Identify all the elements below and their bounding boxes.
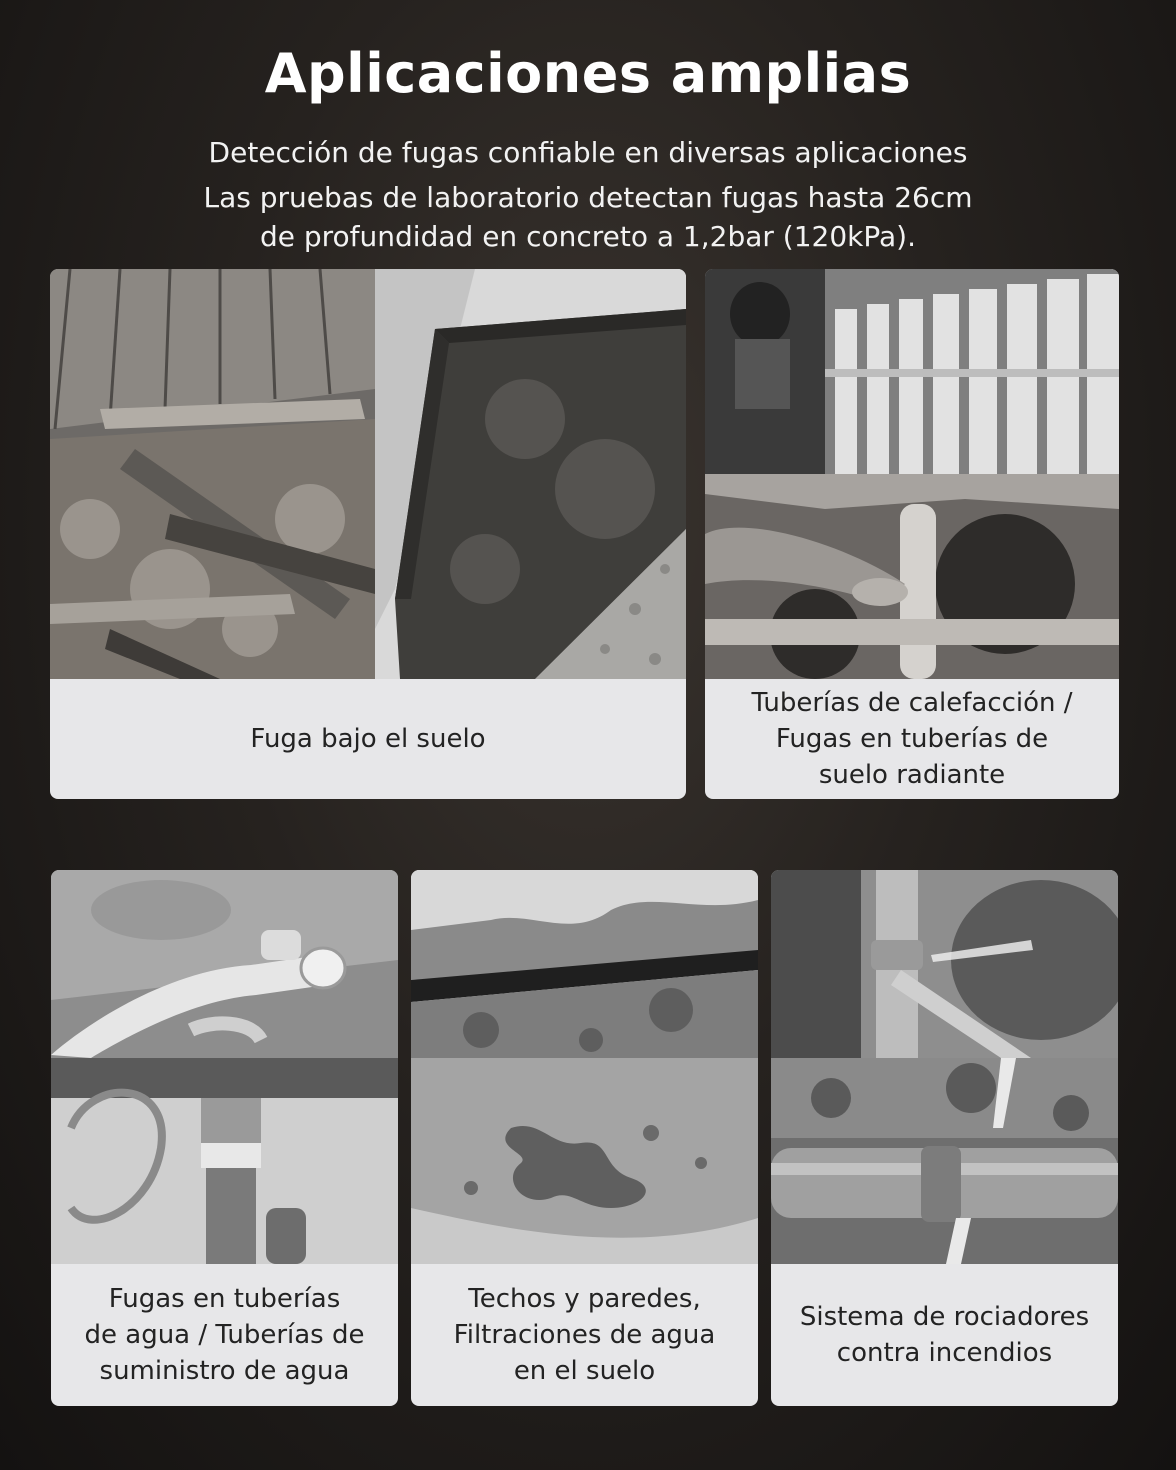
photo-radiator	[705, 269, 1119, 474]
subtitle-line-3: de profundidad en concreto a 1,2bar (120kPa).	[259, 220, 916, 253]
subtitle-line-2: Las pruebas de laboratorio detectan fugas hasta 26cm	[203, 181, 973, 214]
card-caption	[705, 679, 1119, 799]
card-caption	[50, 679, 686, 799]
photo-pvc-pipe	[51, 870, 398, 1058]
card-heating-pipes	[705, 269, 1119, 799]
photo-corroded-pipe	[771, 1058, 1118, 1264]
subtitle-line-1: Detección de fugas confiable en diversas aplicaciones	[208, 136, 968, 169]
caption-line: Techos y paredes,	[468, 1284, 701, 1314]
photo-broken-floorboards	[50, 269, 375, 679]
caption-line: en el suelo	[513, 1356, 656, 1386]
caption-line: de agua / Tuberías de	[84, 1320, 365, 1350]
caption-line: contra incendios	[836, 1338, 1053, 1368]
page-title: Aplicaciones amplias	[264, 42, 912, 105]
caption-line: Filtraciones de agua	[453, 1320, 716, 1350]
card-water-pipes	[51, 870, 398, 1406]
caption-line: Fugas en tuberías de	[775, 724, 1049, 754]
card-ceilings-walls	[411, 870, 758, 1406]
photo-damp-floor-corner	[375, 269, 686, 679]
card-underfloor-leak	[50, 269, 686, 799]
photo-floor-heating-pipe	[705, 474, 1119, 679]
caption-line: Sistema de rociadores	[799, 1302, 1090, 1332]
photo-water-stain	[411, 1058, 758, 1264]
card-caption	[411, 1264, 758, 1406]
photo-leaking-pipe	[771, 870, 1118, 1058]
caption-line: Fuga bajo el suelo	[250, 724, 486, 754]
caption-line: Fugas en tuberías	[108, 1284, 341, 1314]
caption-line: suministro de agua	[99, 1356, 350, 1386]
card-fire-sprinkler	[771, 870, 1118, 1406]
photo-ceiling-crack	[411, 870, 758, 1058]
caption-line: Tuberías de calefacción /	[751, 688, 1073, 718]
caption-line: suelo radiante	[818, 760, 1006, 790]
card-caption	[51, 1264, 398, 1406]
photo-sink-drain	[51, 1058, 398, 1264]
card-caption	[771, 1264, 1118, 1406]
